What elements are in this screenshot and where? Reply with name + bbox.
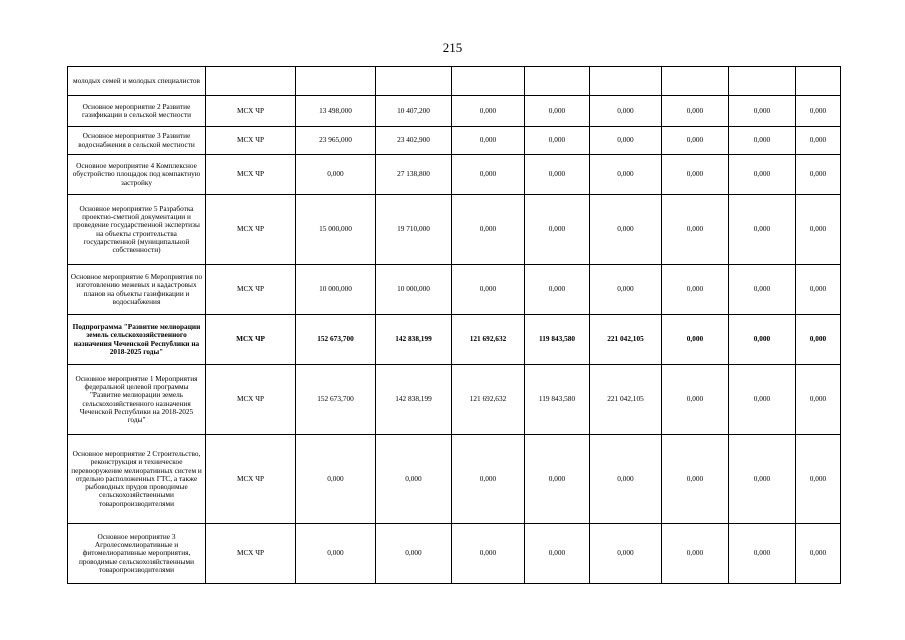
table-row [68,155,841,195]
executor-cell: МСХ ЧР [206,127,296,155]
row-name-cell: Подпрограмма "Развитие мелиорации земель сельскохозяйственного назначения Чеченской Республики на 2018-2025 годы" [68,315,206,365]
value-cell: 0,000 [729,315,796,365]
value-cell: 0,000 [662,435,729,524]
value-cell: 0,000 [729,265,796,315]
executor-cell: МСХ ЧР [206,524,296,584]
value-cell: 0,000 [590,265,662,315]
table-row [68,435,841,524]
row-name-cell: Основное мероприятие 5 Разработка проектно-сметной документации и проведение государственной экспертизы на объекты строительства государственной (муниципальной собственности) [68,195,206,265]
value-cell [376,67,452,96]
budget-table [67,66,841,584]
value-cell: 0,000 [590,524,662,584]
row-name-cell: Основное мероприятие 2 Развитие газификации в сельской местности [68,96,206,127]
value-cell: 0,000 [525,155,590,195]
row-name-cell: Основное мероприятие 4 Комплексное обустройство площадок под компактную застройку [68,155,206,195]
table-row [68,265,841,315]
value-cell: 0,000 [662,155,729,195]
value-cell: 23 402,900 [376,127,452,155]
value-cell: 0,000 [376,435,452,524]
row-name-cell: Основное мероприятие 1 Мероприятия федеральной целевой программы "Развитие мелиорации земель сельскохозяйственного назначения Чеченской Республики на 2018-2025 годы" [68,365,206,435]
value-cell: 152 673,700 [296,365,376,435]
value-cell: 0,000 [296,524,376,584]
table-row [68,67,841,96]
value-cell: 119 843,580 [525,315,590,365]
value-cell: 0,000 [452,435,525,524]
value-cell: 0,000 [662,127,729,155]
value-cell: 0,000 [662,365,729,435]
value-cell: 121 692,632 [452,315,525,365]
value-cell: 0,000 [525,127,590,155]
table-row [68,524,841,584]
value-cell: 0,000 [729,96,796,127]
value-cell: 0,000 [729,155,796,195]
value-cell: 0,000 [525,435,590,524]
row-name-cell: Основное мероприятие 3 Агролесомелиоративные и фитомелиоративные мероприятия, проводимые сельскохозяйственными товаропроизводителями [68,524,206,584]
value-cell [525,67,590,96]
value-cell: 0,000 [729,524,796,584]
row-name-cell: Основное мероприятие 3 Развитие водоснабжения в сельской местности [68,127,206,155]
value-cell: 121 692,632 [452,365,525,435]
executor-cell: МСХ ЧР [206,96,296,127]
executor-cell [206,67,296,96]
executor-cell: МСХ ЧР [206,365,296,435]
value-cell [662,67,729,96]
value-cell: 0,000 [729,195,796,265]
value-cell: 0,000 [796,435,841,524]
value-cell: 10 000,000 [376,265,452,315]
value-cell: 0,000 [796,96,841,127]
executor-cell: МСХ ЧР [206,315,296,365]
value-cell: 0,000 [796,365,841,435]
value-cell: 0,000 [452,524,525,584]
value-cell [296,67,376,96]
value-cell: 0,000 [452,96,525,127]
value-cell: 0,000 [590,435,662,524]
value-cell: 23 965,000 [296,127,376,155]
executor-cell: МСХ ЧР [206,155,296,195]
value-cell: 0,000 [796,524,841,584]
value-cell: 0,000 [452,127,525,155]
row-name-cell: Основное мероприятие 6 Мероприятия по изготовлению межевых и кадастровых планов на объекты газификации и водоснабжения [68,265,206,315]
value-cell: 10 000,000 [296,265,376,315]
value-cell: 0,000 [796,155,841,195]
value-cell: 0,000 [796,195,841,265]
executor-cell: МСХ ЧР [206,265,296,315]
value-cell: 27 138,800 [376,155,452,195]
value-cell: 0,000 [662,265,729,315]
value-cell: 0,000 [590,127,662,155]
value-cell: 10 407,200 [376,96,452,127]
value-cell: 221 042,105 [590,365,662,435]
value-cell: 0,000 [376,524,452,584]
value-cell: 0,000 [525,524,590,584]
value-cell: 19 710,000 [376,195,452,265]
value-cell: 0,000 [662,524,729,584]
value-cell [796,67,841,96]
value-cell: 0,000 [525,195,590,265]
value-cell: 0,000 [662,315,729,365]
value-cell: 15 000,000 [296,195,376,265]
value-cell: 119 843,580 [525,365,590,435]
value-cell: 0,000 [796,265,841,315]
value-cell: 0,000 [796,315,841,365]
value-cell: 0,000 [452,155,525,195]
value-cell: 0,000 [729,365,796,435]
value-cell [452,67,525,96]
table-row [68,365,841,435]
value-cell: 13 498,000 [296,96,376,127]
value-cell: 152 673,700 [296,315,376,365]
executor-cell: МСХ ЧР [206,435,296,524]
value-cell: 0,000 [662,195,729,265]
value-cell: 0,000 [729,127,796,155]
table-row [68,127,841,155]
value-cell [729,67,796,96]
value-cell: 0,000 [296,435,376,524]
value-cell: 0,000 [590,96,662,127]
value-cell: 0,000 [590,195,662,265]
value-cell: 0,000 [452,195,525,265]
value-cell: 0,000 [296,155,376,195]
value-cell: 0,000 [452,265,525,315]
table-row [68,315,841,365]
value-cell: 0,000 [662,96,729,127]
value-cell: 142 838,199 [376,315,452,365]
value-cell: 0,000 [590,155,662,195]
value-cell [590,67,662,96]
value-cell: 0,000 [525,265,590,315]
value-cell: 142 838,199 [376,365,452,435]
value-cell: 221 042,105 [590,315,662,365]
value-cell: 0,000 [729,435,796,524]
table-row [68,195,841,265]
table-row [68,96,841,127]
executor-cell: МСХ ЧР [206,195,296,265]
page-number: 215 [442,40,463,55]
row-name-cell: Основное мероприятие 2 Строительство, реконструкция и техническое перевооружение мелиоративных систем и отдельно расположенных ГТС, а также рыбоводных прудов проводимые сельскохозяйственными товаропроизводителями [68,435,206,524]
row-name-cell: молодых семей и молодых специалистов [68,67,206,96]
value-cell: 0,000 [796,127,841,155]
value-cell: 0,000 [525,96,590,127]
